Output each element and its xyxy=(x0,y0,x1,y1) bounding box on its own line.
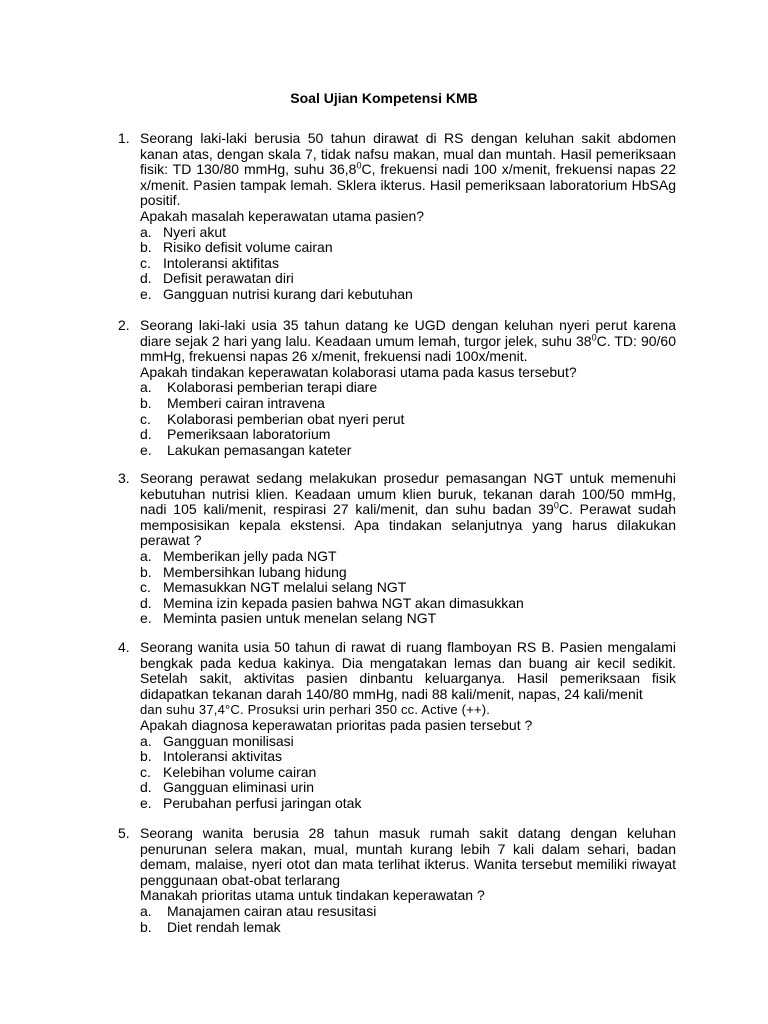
option-c[interactable]: c. Kolaborasi pemberian obat nyeri perut xyxy=(140,410,405,427)
question-5 xyxy=(118,826,676,935)
question-number: 4. xyxy=(118,639,130,655)
question-text: Seorang laki-laki berusia 50 tahun dirawat di RS dengan keluhan sakit abdomen kanan atas, dengan skala 7, tidak nafsu makan, mual dan muntah. Hasil pemeriksaan fisik: TD 130/80 mmHg, suhu 36,8$^0$C, frekuensi nadi 100 x/menit, frekuensi napas 22 x/menit. Pasien tampak lemah. Sklera ikterus. Hasil pemeriksaan laboratorium HbSAg positif. xyxy=(140,130,676,209)
question-number: 3. xyxy=(118,470,130,486)
question-4 xyxy=(118,640,676,812)
question-prompt: Manakah prioritas utama untuk tindakan keperawatan ? xyxy=(140,887,485,904)
option-d[interactable]: d. Defisit perawatan diri xyxy=(140,270,294,287)
question-prompt: Apakah tindakan keperawatan kolaborasi utama pada kasus tersebut? xyxy=(140,363,577,380)
option-e[interactable]: e. Perubahan perfusi jaringan otak xyxy=(140,794,362,811)
question-prompt: Apakah masalah keperawatan utama pasien? xyxy=(140,207,425,224)
answer-options xyxy=(140,734,676,812)
option-c[interactable]: c. Intoleransi aktifitas xyxy=(140,254,279,271)
option-b[interactable]: b. Diet rendah lemak xyxy=(140,918,281,935)
question-2 xyxy=(118,318,676,458)
answer-options xyxy=(140,549,676,627)
option-a[interactable]: a. Nyeri akut xyxy=(140,223,227,240)
option-e[interactable]: e. Lakukan pemasangan kateter xyxy=(140,441,352,458)
option-b[interactable]: b. Risiko defisit volume cairan xyxy=(140,239,333,256)
question-3 xyxy=(118,471,676,627)
option-e[interactable]: e. Gangguan nutrisi kurang dari kebutuhan xyxy=(140,285,413,302)
question-number: 5. xyxy=(118,825,130,841)
document-title: Soal Ujian Kompetensi KMB xyxy=(290,90,478,106)
question-text: Seorang wanita usia 50 tahun di rawat di ruang flamboyan RS B. Pasien mengalami bengkak pada kedua kakinya. Dia mengatakan lemas dan buang air kecil sedikit. Setelah sakit, aktivitas pasien dinbantu keluarganya. Hasil pemeriksaan fisik didapatkan tekanan darah 140/80 mmHg, nadi 88 kali/menit, napas, 24 kali/menit xyxy=(140,639,676,702)
option-b[interactable]: b. Membersihkan lubang hidung xyxy=(140,563,347,580)
option-d[interactable]: d. Pemeriksaan laboratorium xyxy=(140,426,331,443)
answer-options xyxy=(140,904,676,935)
question-note: dan suhu 37,4°C. Prosuksi urin perhari 350 cc. Active (++). xyxy=(140,702,491,718)
answer-options xyxy=(140,380,676,458)
option-c[interactable]: c. Kelebihan volume cairan xyxy=(140,763,317,780)
question-number: 2. xyxy=(118,317,130,333)
question-text: Seorang perawat sedang melakukan prosedur pemasangan NGT untuk memenuhi kebutuhan nutrisi klien. Keadaan umum klien buruk, tekanan darah 100/50 mmHg, nadi 105 kali/menit, respirasi 27 kali/menit, dan suhu badan $39^0C$. Perawat sudah memposisikan kepala ekstensi. Apa tindakan selanjutnya yang harus dilakukan perawat ? xyxy=(140,470,676,549)
question-text: Seorang wanita berusia 28 tahun masuk rumah sakit datang dengan keluhan penurunan selera makan, mual, muntah kurang lebih 7 kali dalam sehari, badan demam, malaise, nyeri otot dan mata terlihat ikterus. Wanita tersebut memiliki riwayat penggunaan obat-obat terlarang xyxy=(140,825,676,888)
option-a[interactable]: a. Manajamen cairan atau resusitasi xyxy=(140,902,377,919)
question-prompt: Apakah diagnosa keperawatan prioritas pada pasien tersebut ? xyxy=(140,716,533,733)
answer-options xyxy=(140,225,676,303)
option-d[interactable]: d. Memina izin kepada pasien bahwa NGT akan dimasukkan xyxy=(140,594,524,611)
question-text: Seorang laki-laki usia 35 tahun datang ke UGD dengan keluhan nyeri perut karena diare sejak 2 hari yang lalu. Keadaan umum lemah, turgor jelek, suhu $38^0C$. TD: 90/60 mmHg, frekuensi napas 26 x/menit, frekuensi nadi 100x/menit. xyxy=(140,317,676,365)
question-1 xyxy=(118,131,676,303)
option-c[interactable]: c. Memasukkan NGT melalui selang NGT xyxy=(140,579,407,596)
option-b[interactable]: b. Intoleransi aktivitas xyxy=(140,748,283,765)
option-b[interactable]: b. Memberi cairan intravena xyxy=(140,394,325,411)
option-d[interactable]: d. Gangguan eliminasi urin xyxy=(140,779,314,796)
option-e[interactable]: e. Meminta pasien untuk menelan selang NGT xyxy=(140,610,437,627)
question-number: 1. xyxy=(118,130,130,146)
option-a[interactable]: a. Memberikan jelly pada NGT xyxy=(140,547,337,564)
option-a[interactable]: a. Gangguan monilisasi xyxy=(140,732,294,749)
option-a[interactable]: a. Kolaborasi pemberian terapi diare xyxy=(140,379,378,396)
